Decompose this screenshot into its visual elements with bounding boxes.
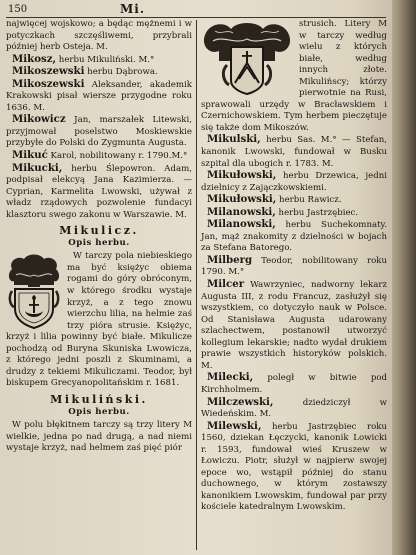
entry [6, 114, 192, 150]
entry [201, 421, 387, 514]
entry-name: Mikoszewski [12, 77, 85, 90]
entry-text: herbu Jastrzębiec. [275, 207, 359, 218]
coat-of-arms-mikulicz-icon [6, 251, 62, 329]
entry [6, 163, 192, 222]
entry-name: Milewski, [207, 419, 262, 432]
entry-text: herbu Ślepowron. Adam, podpisał elekcyą Jana Kazimierza. — Cyprian, Karmelita Lwowski, używał z władz rządowych pozwolenie fundacyi klasztoru swego zakonu w Warszawie. M. [6, 163, 192, 220]
entry-text: Teodor, nobilitowany roku 1790. M.° [201, 255, 387, 278]
page-header [8, 2, 384, 18]
page-number: 150 [8, 4, 28, 15]
header-rule [6, 17, 386, 18]
coat-of-arms-mikulinski-icon [201, 21, 293, 95]
entry-name: Mikułowski, [207, 193, 277, 206]
entry-text: Jan, marszałek Litewski, przyjmował poselstwo Moskiewskie przybyłe do Polski do Zygmunta Augusta. [6, 115, 192, 149]
section-paragraph: W polu błękitnem tarczy są trzy litery M wielkie, jedna po nad drugą, a nad niemi wystaje krzyż, nad helmem zaś pięć piór [6, 420, 192, 454]
entry [6, 79, 192, 115]
section-subtitle: Opis herbu. [68, 237, 130, 248]
section-title-mikulinski: Mikuliński. [50, 392, 148, 406]
entry-text: Wawrzyniec, nadworny lekarz Augusta III, z rodu Francuz, zasłużył się wszystkiem, co dotyczyło nauk w Polsce. Od Stanisława Augusta udarowany szlachectwem, postanowił utworzyć kollegium lekarskie; nadto wydał drukiem prawie wszystkich historyków polskich. M. [201, 280, 387, 371]
entry-text: herbu Drzewica, jedni dzielnicy z Zajączkowskiemi. [201, 171, 387, 193]
section-paragraph: W tarczy pola niebieskiego ma być księżyc obiema rogami do góry obróconym, w którego środku wystaje krzyż, a z tego znowu wierzchu lilia, na helmie zaś trzy pióra strusie. Księżyc, krzyż i lilia powinny być białe. Mikulicze pochodzą od Buryna Skuniska Lwowicza, z którego jedni poszli z Skuminami, a drudzy z tekiemi Mikuliczami. Teodor, był biskupem Grecyanopolitańskim r. 1681. [6, 251, 192, 389]
entry [201, 170, 387, 194]
running-head: Mi. [120, 2, 146, 16]
entry [201, 372, 387, 396]
entry-name: Mikułowski, [207, 169, 277, 182]
left-column [6, 19, 192, 455]
entry-name: Milcer [207, 278, 245, 291]
entry-text: Karol, nobilitowany r. 1790.M.° [47, 151, 188, 162]
entry-name: Mikucki, [12, 161, 63, 174]
section-subtitle: Opis herbu. [68, 406, 130, 417]
continued-paragraph: najwięcej wojskowo; a będąc mężnemi i w potyczkach szczęśliwemi, przybrali później herb Osteja. M. [6, 19, 192, 53]
entry-name: Milecki, [207, 371, 254, 384]
entry-name: Milanowski, [207, 218, 276, 231]
continued-paragraph: strusich. Litery M w tarczy według wielu z których białe, według innych złote. Mikulińscy; którzy pierwotnie na Rusi, sprawowali urzędy w Bracławskiem i Czernichowskiem. Tym herbem pieczętuje się także dom Mikoszów. [201, 19, 387, 133]
entry-name: Mikosz, [12, 52, 57, 65]
entry-text: Aleksander, akademik Krakowski pisał wiersze przygodne roku 1636. M. [6, 79, 192, 113]
entry-name: Milanowski, [207, 205, 276, 218]
section-title-mikulicz: Mikulicz. [59, 224, 139, 238]
right-column [201, 19, 387, 514]
entry-text: herbu Dąbrowa. [84, 67, 158, 78]
entry [201, 397, 387, 421]
entry-text: dziedziczył w Wiedeńskim. M. [201, 397, 387, 420]
entry [201, 219, 387, 255]
entry-name: Mikulski, [207, 133, 261, 146]
column-divider [196, 20, 197, 550]
entry-text: herbu Jastrzębiec roku 1560, dziekan Łęczycki, kanonik Lowicki r. 1593, fundował wieś Kruszew w Łowiczu. Piotr, służył w najpierw swojej epoce wo, wstąpił później do stanu duchownego, w którym zostawszy kanonikiem Lwowskim, fundował par przy kościele katedralnym Lwowskim. [201, 421, 387, 513]
book-spine [392, 0, 416, 555]
entry-name: Milberg [207, 253, 253, 266]
entry [201, 255, 387, 279]
entry-text: herbu Sas. M.° — Stefan, kanonik Lwowski, fundował w Busku szpital dla ubogich r. 1783. M. [201, 135, 387, 169]
entry-text: herbu Rawicz. [276, 195, 342, 206]
entry-name: Mikowicz [12, 113, 66, 126]
entry [201, 134, 387, 170]
entry-name: Mikoszewski [12, 65, 85, 78]
entry-name: Milczewski, [207, 395, 274, 408]
entry-text: herbu Mikuliński. M.° [56, 54, 155, 65]
entry-text: poległ w bitwie pod Kirchholmem. [201, 373, 387, 395]
entry [201, 279, 387, 372]
entry-text: herbu Suchekomnaty. Jan, mąż znakomity z dzielności w bojach za Stefana Batorego. [201, 220, 387, 254]
entry-name: Mikuć [12, 149, 48, 162]
